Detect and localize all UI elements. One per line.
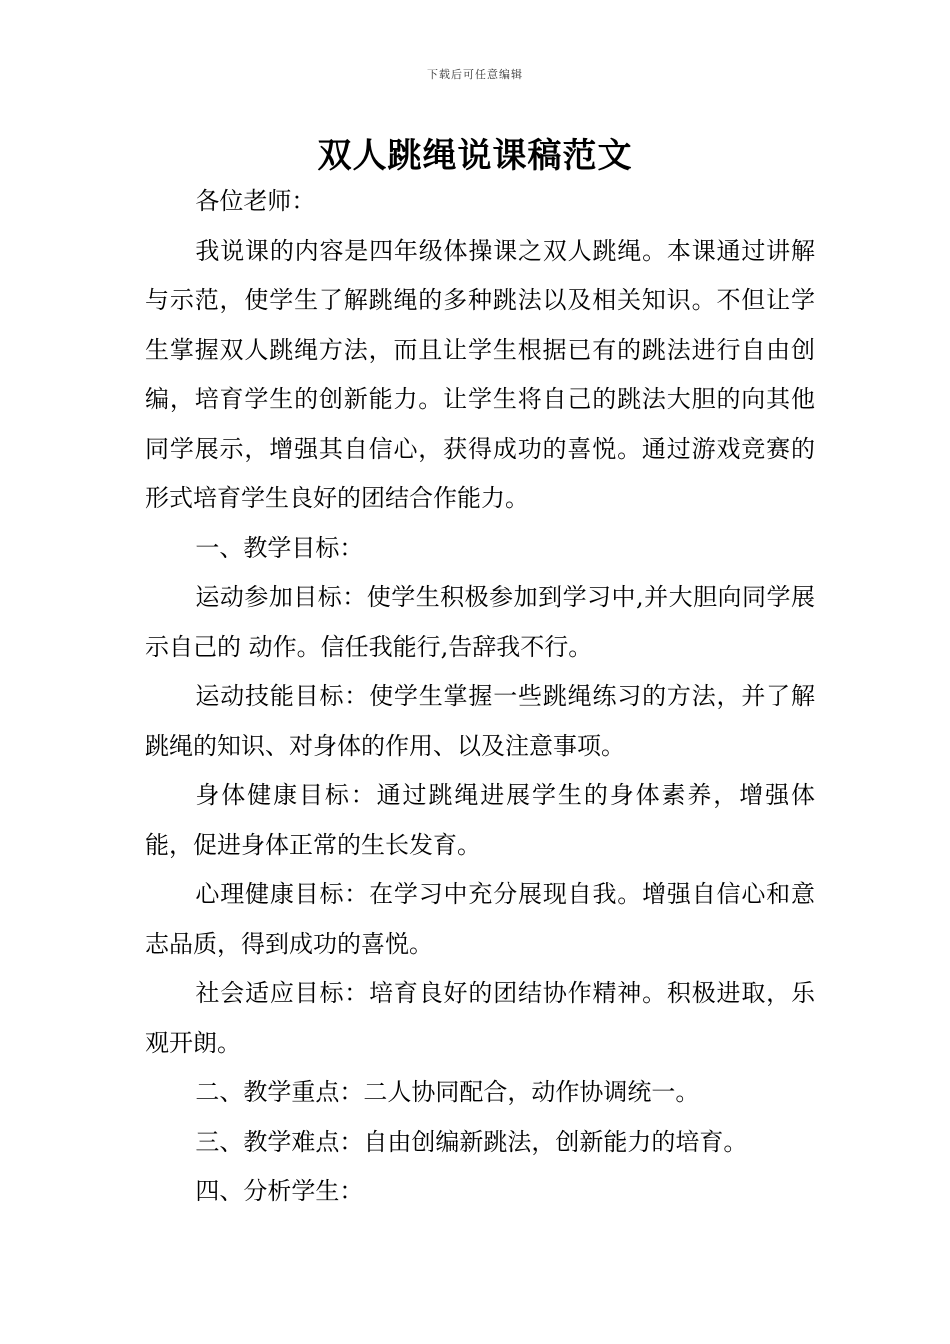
- section-teaching-difficulty: 三、教学难点：自由创编新跳法，创新能力的培育。: [195, 1127, 748, 1156]
- document-body: [145, 177, 815, 1217]
- greeting-paragraph: 各位老师：: [195, 187, 316, 215]
- section-teaching-focus: 二、教学重点：二人协同配合，动作协调统一。: [195, 1078, 700, 1106]
- objective-mental-health: 心理健康目标：在学习中充分展现自我。增强自信心和意志品质，得到成功的喜悦。: [145, 880, 815, 958]
- objective-social-adaptation: 社会适应目标：培育良好的团结协作精神。积极进取，乐观开朗。: [145, 979, 815, 1057]
- section-heading-objectives: 一、教学目标：: [195, 533, 364, 562]
- objective-skills: 运动技能目标：使学生掌握一些跳绳练习的方法，并了解跳绳的知识、对身体的作用、以及注意事项。: [145, 682, 815, 760]
- intro-paragraph: 我说课的内容是四年级体操课之双人跳绳。本课通过讲解与示范，使学生了解跳绳的多种跳法以及相关知识。不但让学生掌握双人跳绳方法，而且让学生根据已有的跳法进行自由创编，培育学生的创新能力。让学生将自己的跳法大胆的向其他同学展示，增强其自信心，获得成功的喜悦。通过游戏竞赛的形式培育学生良好的团结合作能力。: [145, 236, 815, 512]
- section-student-analysis: 四、分析学生：: [195, 1177, 364, 1205]
- document-title: 双人跳绳说课稿范文: [317, 136, 633, 176]
- objective-participation: 运动参加目标：使学生积极参加到学习中,并大胆向同学展示自己的 动作。信任我能行,告辞我不行。: [145, 583, 815, 661]
- header-note: 下载后可任意编辑: [427, 68, 523, 81]
- objective-physical-health: 身体健康目标：通过跳绳进展学生的身体素养，增强体能，促进身体正常的生长发育。: [145, 781, 815, 859]
